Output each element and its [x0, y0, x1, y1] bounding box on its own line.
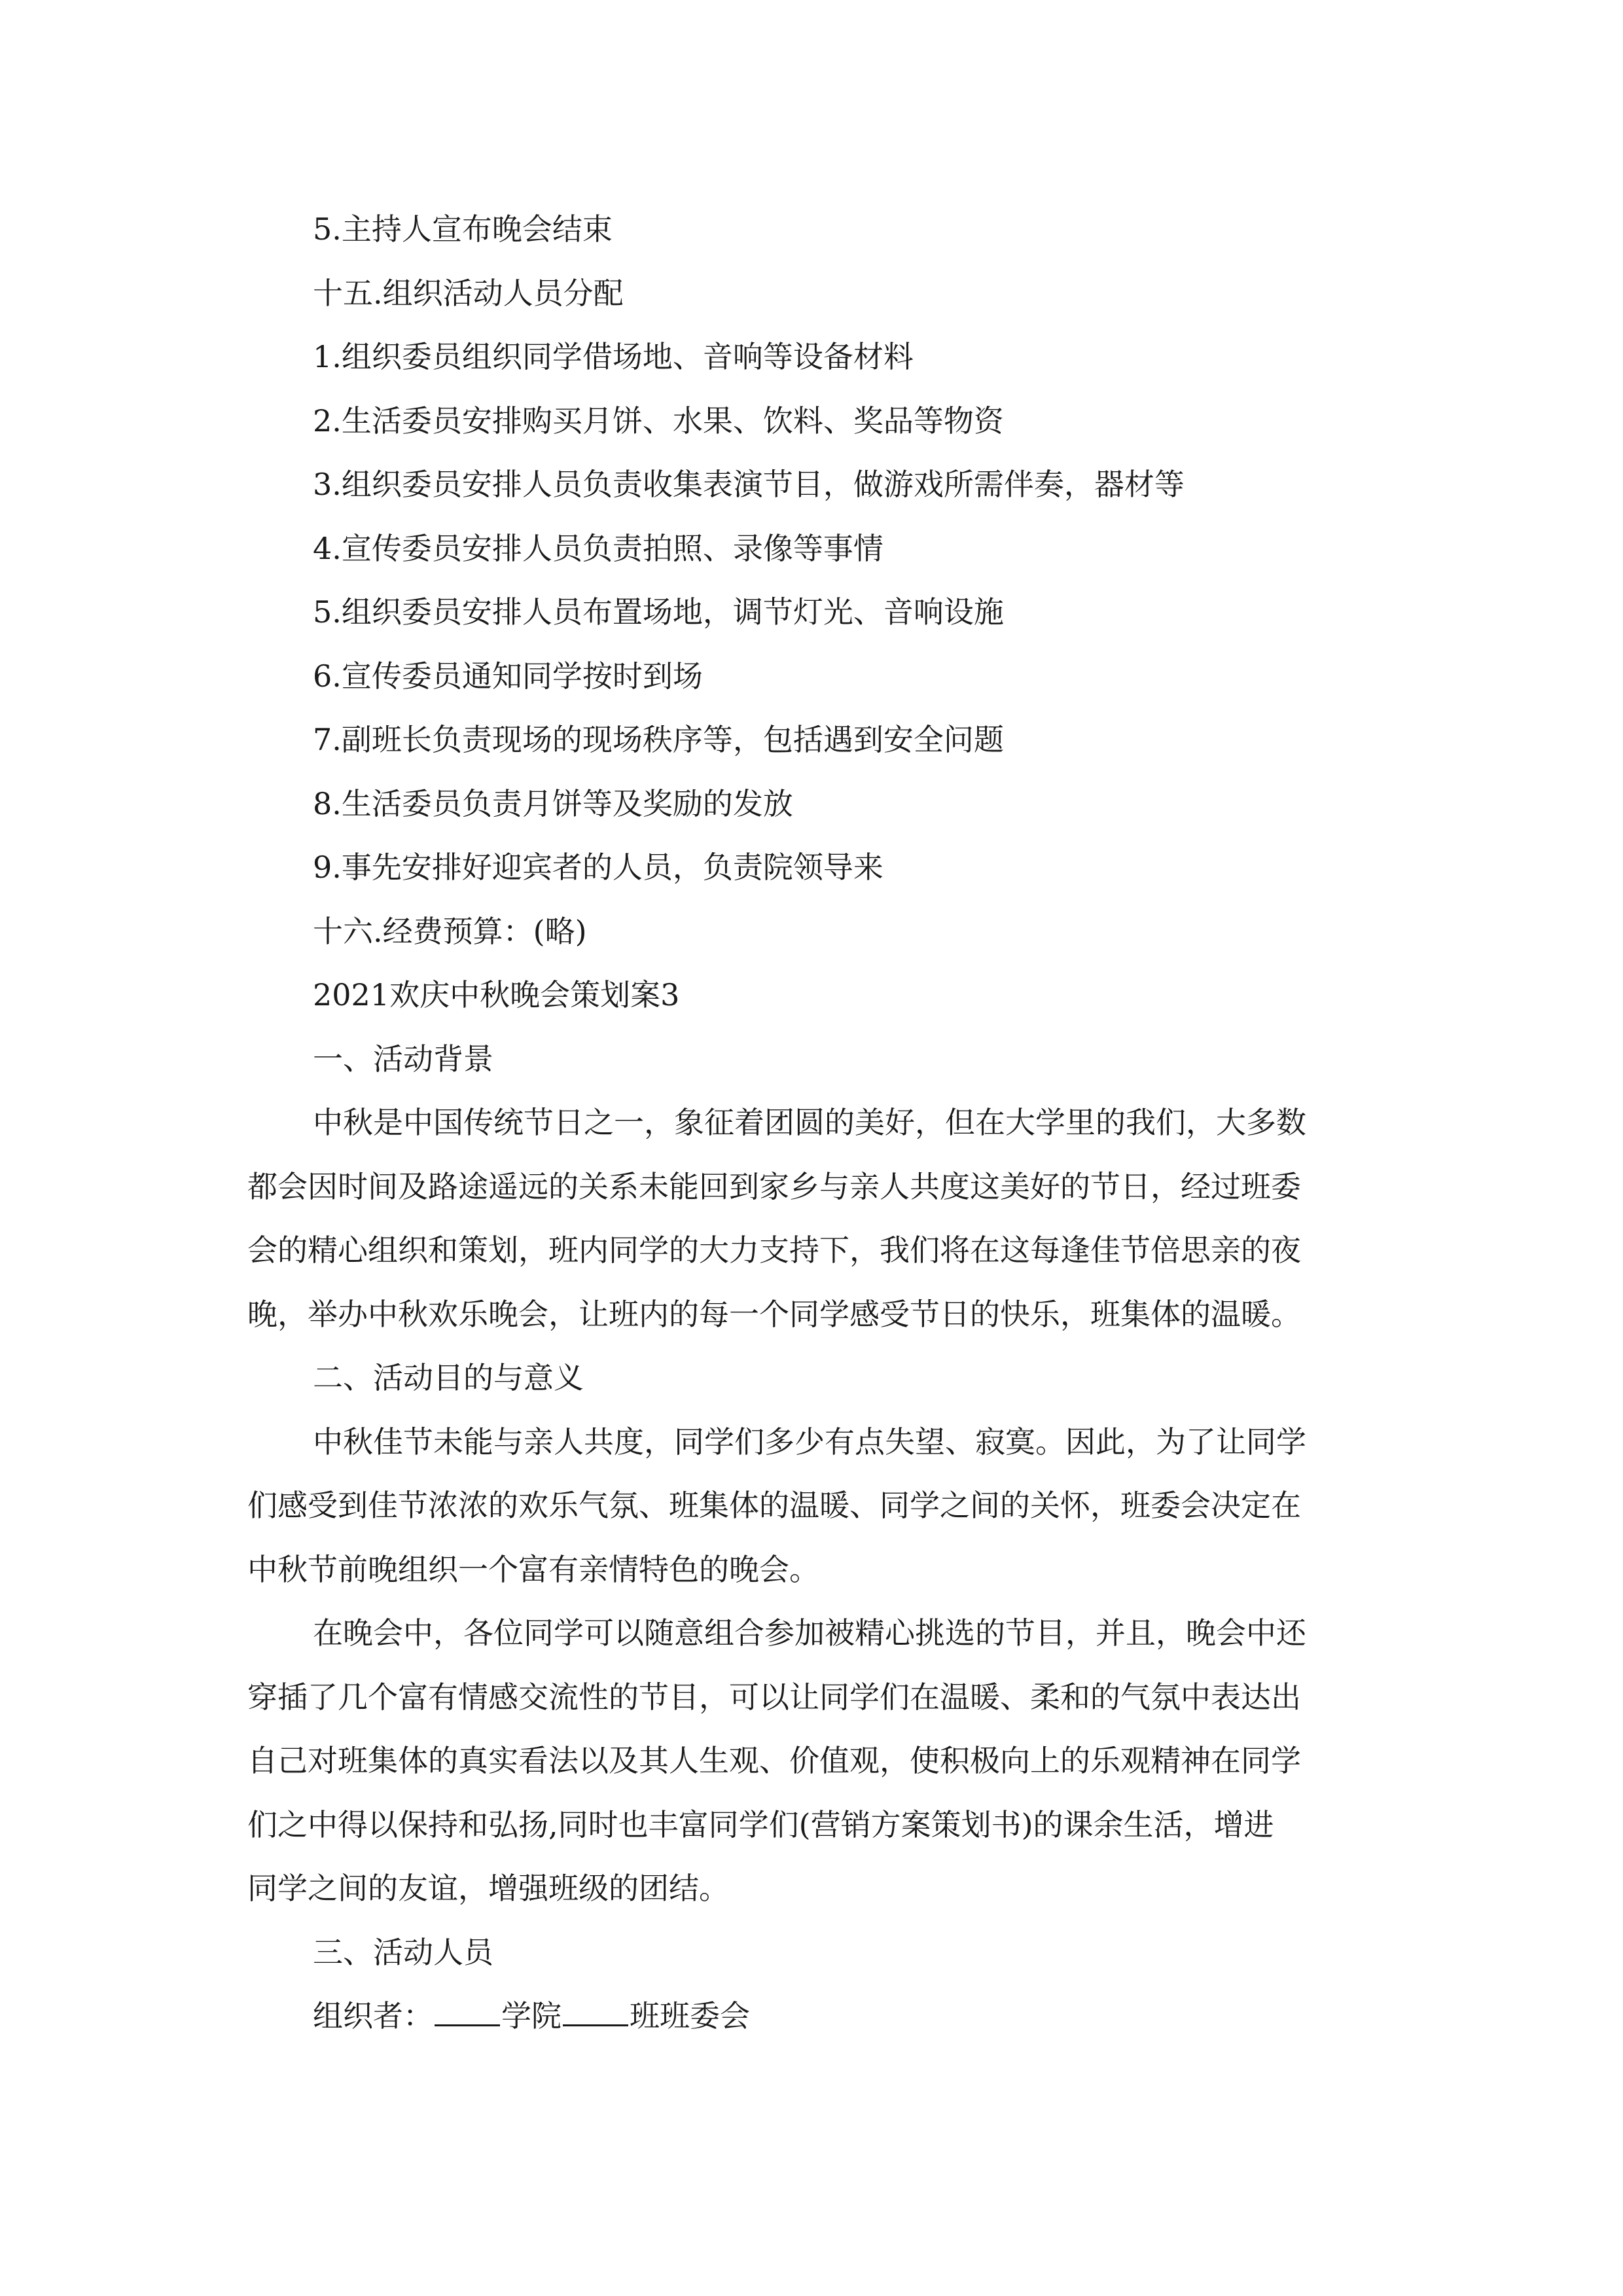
list-item: 2.生活委员安排购买月饼、水果、饮料、奖品等物资	[313, 403, 1004, 439]
paragraph-line: 中秋节前晚组织一个富有亲情特色的晚会。	[247, 1551, 819, 1587]
paragraph-line: 中秋是中国传统节日之一，象征着团圆的美好，但在大学里的我们，大多数	[313, 1105, 1306, 1140]
list-item: 5.主持人宣布晚会结束	[313, 211, 613, 247]
document-title: 2021欢庆中秋晚会策划案3	[313, 977, 680, 1013]
organizer-line	[247, 1984, 1399, 2049]
paragraph-line: 中秋佳节未能与亲人共度，同学们多少有点失望、寂寞。因此，为了让同学	[313, 1424, 1306, 1460]
list-item: 5.组织委员安排人员布置场地，调节灯光、音响设施	[313, 594, 1004, 630]
paragraph-line: 穿插了几个富有情感交流性的节目，可以让同学们在温暖、柔和的气氛中表达出	[247, 1679, 1301, 1715]
paragraph-line: 自己对班集体的真实看法以及其人生观、价值观，使积极向上的乐观精神在同学	[247, 1743, 1301, 1778]
list-item: 8.生活委员负责月饼等及奖励的发放	[313, 785, 793, 821]
paragraph-purpose-1	[247, 1410, 1399, 1602]
list-item: 7.副班长负责现场的现场秩序等，包括遇到安全问题	[313, 722, 1004, 757]
organizer-label: 组织者：	[313, 1998, 433, 2034]
paragraph-line: 们之中得以保持和弘扬,同时也丰富同学们(营销方案策划书)的课余生活，增进	[247, 1806, 1274, 1842]
list-item: 4.宣传委员安排人员负责拍照、录像等事情	[313, 530, 883, 566]
blank-underline	[435, 1998, 500, 2026]
list-item: 3.组织委员安排人员负责收集表演节目，做游戏所需伴奏，器材等	[313, 467, 1185, 502]
paragraph-line: 在晚会中，各位同学可以随意组合参加被精心挑选的节目，并且，晚会中还	[313, 1615, 1306, 1651]
paragraph-line: 会的精心组织和策划，班内同学的大力支持下，我们将在这每逢佳节倍思亲的夜	[247, 1232, 1301, 1268]
paragraph-background	[247, 1091, 1399, 1346]
section-heading: 二、活动目的与意义	[313, 1360, 584, 1395]
blank-underline	[563, 1998, 628, 2026]
list-item: 1.组织委员组织同学借场地、音响等设备材料	[313, 339, 914, 374]
section-heading: 十五.组织活动人员分配	[313, 275, 624, 311]
section-heading: 三、活动人员	[313, 1934, 493, 1970]
organizer-part2: 班班委会	[630, 1998, 750, 2034]
paragraph-line: 同学之间的友谊，增强班级的团结。	[247, 1871, 729, 1906]
organizer-part1: 学院	[501, 1998, 562, 2034]
paragraph-purpose-2	[247, 1602, 1399, 1921]
paragraph-line: 都会因时间及路途遥远的关系未能回到家乡与亲人共度这美好的节日，经过班委	[247, 1168, 1301, 1204]
section-heading: 一、活动背景	[313, 1041, 493, 1077]
paragraph-line: 晚，举办中秋欢乐晚会，让班内的每一个同学感受节日的快乐，班集体的温暖。	[247, 1296, 1301, 1332]
document-body	[247, 198, 1399, 2049]
list-item: 9.事先安排好迎宾者的人员，负责院领导来	[313, 850, 883, 885]
section-heading: 十六.经费预算：(略)	[313, 913, 587, 949]
list-item: 6.宣传委员通知同学按时到场	[313, 658, 703, 694]
paragraph-line: 们感受到佳节浓浓的欢乐气氛、班集体的温暖、同学之间的关怀，班委会决定在	[247, 1488, 1301, 1523]
